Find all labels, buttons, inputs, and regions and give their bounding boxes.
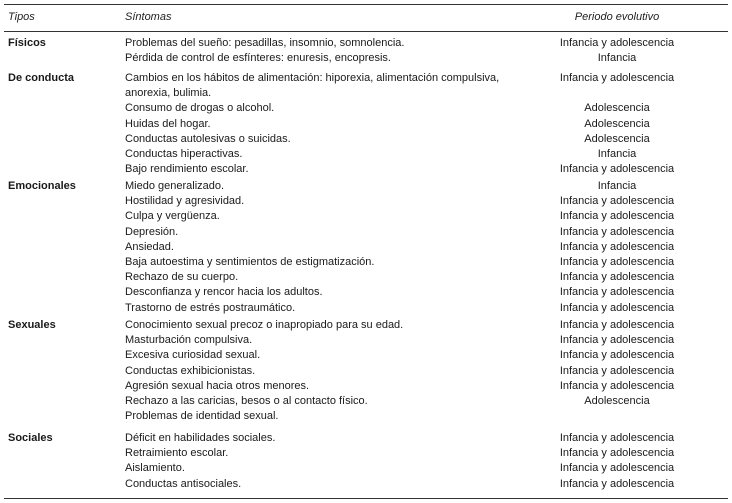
period-cell: Infancia bbox=[597, 52, 637, 64]
header-types: Tipos bbox=[8, 11, 35, 23]
period-cell: Infancia y adolescencia bbox=[559, 72, 675, 84]
type-label: Emocionales bbox=[8, 180, 76, 192]
top-rule bbox=[4, 4, 728, 5]
period-cell: Infancia bbox=[597, 180, 637, 192]
symptom-cell: anorexia, bulimia. bbox=[125, 87, 212, 99]
symptom-cell: Masturbación compulsiva. bbox=[125, 334, 253, 346]
bottom-rule bbox=[4, 498, 728, 499]
symptom-cell: Problemas de identidad sexual. bbox=[125, 410, 279, 422]
period-cell: Infancia y adolescencia bbox=[559, 286, 675, 298]
period-cell: Infancia y adolescencia bbox=[559, 195, 675, 207]
period-cell: Infancia y adolescencia bbox=[559, 447, 675, 459]
symptom-cell: Depresión. bbox=[125, 226, 179, 238]
header-symptoms: Síntomas bbox=[125, 11, 172, 23]
symptom-cell: Conductas exhibicionistas. bbox=[125, 365, 256, 377]
type-label: De conducta bbox=[8, 72, 75, 84]
period-cell: Infancia y adolescencia bbox=[559, 334, 675, 346]
period-cell: Infancia y adolescencia bbox=[559, 462, 675, 474]
symptom-cell: Retraimiento escolar. bbox=[125, 447, 229, 459]
symptom-cell: Ansiedad. bbox=[125, 241, 174, 253]
period-cell: Infancia y adolescencia bbox=[559, 478, 675, 490]
period-cell: Infancia y adolescencia bbox=[559, 432, 675, 444]
symptom-cell: Pérdida de control de esfínteres: enuresis, encopresis. bbox=[125, 52, 391, 64]
symptom-cell: Rechazo a las caricias, besos o al contacto físico. bbox=[125, 395, 368, 407]
type-label: Físicos bbox=[8, 37, 46, 49]
period-cell: Infancia y adolescencia bbox=[559, 271, 675, 283]
period-cell: Infancia y adolescencia bbox=[559, 319, 675, 331]
symptom-cell: Consumo de drogas o alcohol. bbox=[125, 102, 275, 114]
symptom-cell: Déficit en habilidades sociales. bbox=[125, 432, 276, 444]
symptom-cell: Huidas del hogar. bbox=[125, 118, 211, 130]
type-label: Sexuales bbox=[8, 319, 56, 331]
period-cell: Infancia y adolescencia bbox=[559, 226, 675, 238]
period-cell: Adolescencia bbox=[584, 133, 650, 145]
symptom-cell: Rechazo de su cuerpo. bbox=[125, 271, 239, 283]
period-cell: Infancia y adolescencia bbox=[559, 365, 675, 377]
symptom-cell: Conductas hiperactivas. bbox=[125, 148, 243, 160]
symptom-cell: Culpa y vergüenza. bbox=[125, 210, 220, 222]
symptom-cell: Cambios en los hábitos de alimentación: hiporexia, alimentación compulsiva, bbox=[125, 72, 500, 84]
symptom-cell: Baja autoestima y sentimientos de estigmatización. bbox=[125, 256, 375, 268]
symptom-cell: Hostilidad y agresividad. bbox=[125, 195, 245, 207]
period-cell: Infancia y adolescencia bbox=[559, 349, 675, 361]
symptom-cell: Miedo generalizado. bbox=[125, 180, 225, 192]
period-cell: Infancia y adolescencia bbox=[559, 256, 675, 268]
symptom-cell: Agresión sexual hacia otros menores. bbox=[125, 380, 310, 392]
header-rule bbox=[4, 31, 728, 32]
symptom-cell: Problemas del sueño: pesadillas, insomnio, somnolencia. bbox=[125, 37, 405, 49]
period-cell: Infancia y adolescencia bbox=[559, 37, 675, 49]
period-cell: Infancia y adolescencia bbox=[559, 302, 675, 314]
header-period: Periodo evolutivo bbox=[574, 11, 660, 23]
symptom-cell: Conductas antisociales. bbox=[125, 478, 242, 490]
period-cell: Adolescencia bbox=[584, 102, 650, 114]
period-cell: Infancia y adolescencia bbox=[559, 241, 675, 253]
symptom-cell: Conductas autolesivas o suicidas. bbox=[125, 133, 291, 145]
period-cell: Infancia y adolescencia bbox=[559, 380, 675, 392]
symptom-cell: Conocimiento sexual precoz o inapropiado para su edad. bbox=[125, 319, 404, 331]
period-cell: Adolescencia bbox=[584, 395, 650, 407]
period-cell: Infancia bbox=[597, 148, 637, 160]
type-label: Sociales bbox=[8, 432, 53, 444]
symptom-cell: Bajo rendimiento escolar. bbox=[125, 163, 249, 175]
symptom-cell: Excesiva curiosidad sexual. bbox=[125, 349, 261, 361]
period-cell: Infancia y adolescencia bbox=[559, 210, 675, 222]
period-cell: Adolescencia bbox=[584, 118, 650, 130]
symptom-cell: Aislamiento. bbox=[125, 462, 185, 474]
period-cell: Infancia y adolescencia bbox=[559, 163, 675, 175]
symptom-cell: Trastorno de estrés postraumático. bbox=[125, 302, 296, 314]
symptom-cell: Desconfianza y rencor hacia los adultos. bbox=[125, 286, 323, 298]
